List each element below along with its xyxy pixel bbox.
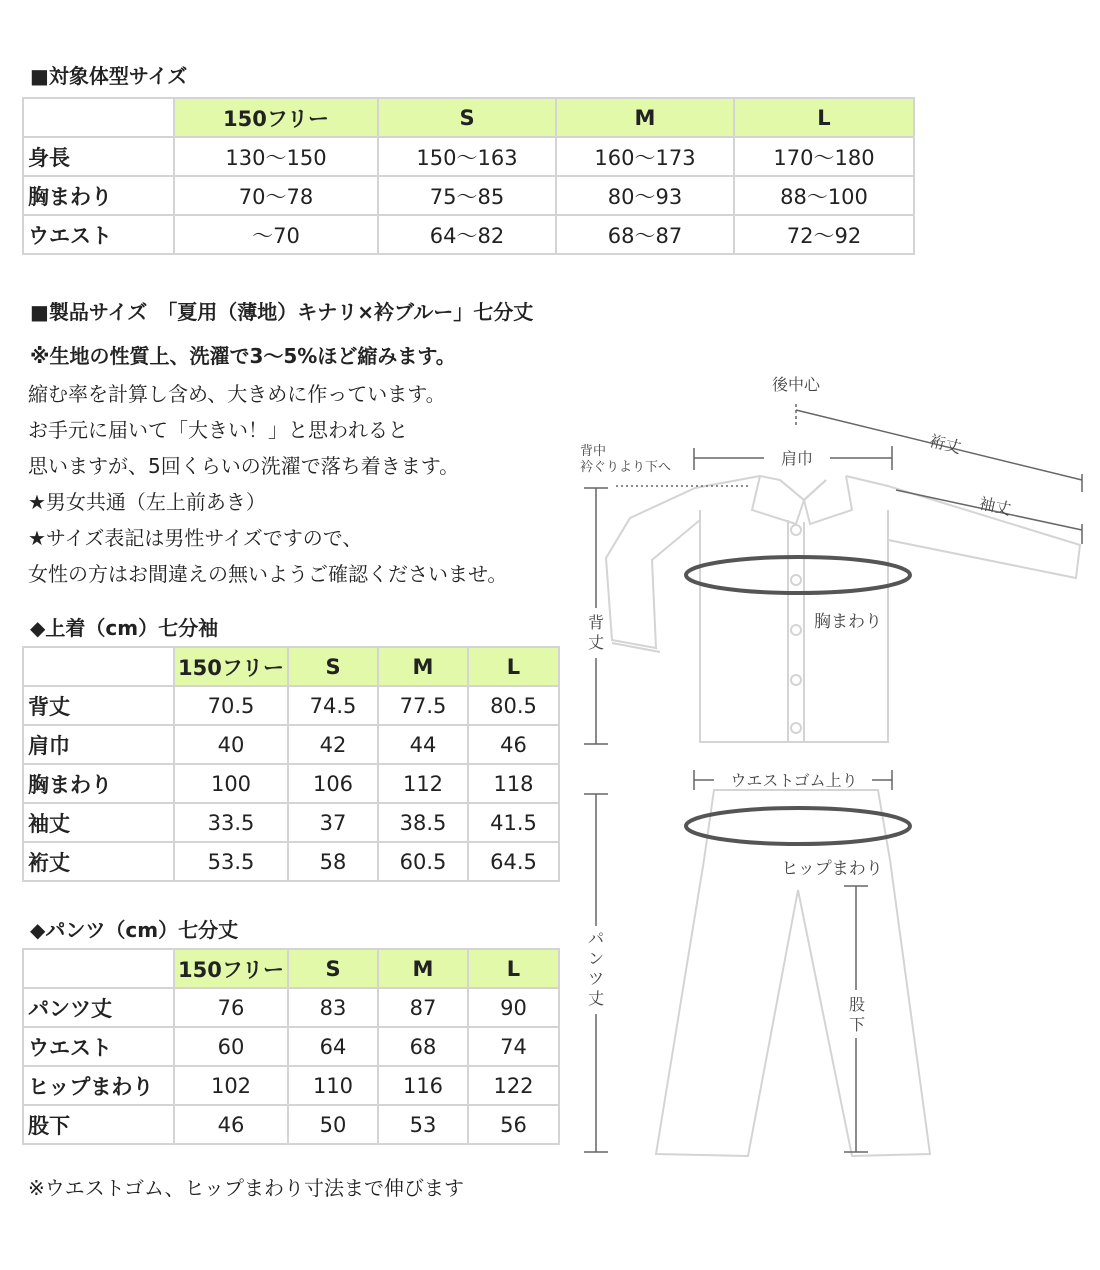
table-cell: 38.5 [378, 803, 468, 842]
table-cell: 83 [288, 988, 378, 1027]
table-cell: 46 [468, 725, 559, 764]
row-label: 胸まわり [23, 176, 174, 215]
column-header: L [468, 647, 559, 686]
table-row [23, 686, 559, 725]
table-cell: 46 [174, 1105, 288, 1144]
row-label: ウエスト [23, 1027, 174, 1066]
table-row [23, 988, 559, 1027]
table-cell: 50 [288, 1105, 378, 1144]
shoulder-width-label: 肩巾 [780, 449, 814, 468]
chest-label: 胸まわり [814, 612, 882, 632]
shrink-note: ※生地の性質上、洗濯で3～5%ほど縮みます。 [30, 344, 456, 368]
table-cell: 68 [378, 1027, 468, 1066]
table-row [23, 1105, 559, 1144]
note-line: 縮む率を計算し含め、大きめに作っています。 [28, 382, 446, 406]
table-row [23, 803, 559, 842]
table-header-row [23, 647, 559, 686]
row-label: 袖丈 [23, 803, 174, 842]
table-row [23, 137, 914, 176]
back-length-label: 丈 [587, 633, 605, 652]
table-row [23, 842, 559, 881]
table-cell: 64～82 [378, 215, 556, 254]
column-header: M [378, 647, 468, 686]
inseam-label: 下 [848, 1015, 866, 1034]
footer-note: ※ウエストゴム、ヒップまわり寸法まで伸びます [28, 1176, 464, 1200]
column-header: L [468, 949, 559, 988]
table-row [23, 725, 559, 764]
table-row [23, 215, 914, 254]
table-cell: 60 [174, 1027, 288, 1066]
table-cell: 77.5 [378, 686, 468, 725]
target-size-table [22, 97, 915, 255]
table-cell: 112 [378, 764, 468, 803]
waist-gum-label: ウエストゴム上り [730, 771, 858, 790]
sleeve-length-label: 袖丈 [977, 493, 1013, 519]
row-label: ウエスト [23, 215, 174, 254]
table-cell: 116 [378, 1066, 468, 1105]
pants-length-label: ツ [587, 969, 605, 988]
note-line: お手元に届いて「大きい！」と思われると [28, 418, 408, 442]
table-row [23, 764, 559, 803]
product-size-heading: ■製品サイズ 「夏用（薄地）キナリ×衿ブルー」七分丈 [30, 300, 534, 324]
table-cell: 72～92 [734, 215, 914, 254]
table-cell: 33.5 [174, 803, 288, 842]
table-cell: 122 [468, 1066, 559, 1105]
table-cell: 70～78 [174, 176, 378, 215]
table-cell: 150～163 [378, 137, 556, 176]
column-header: 150フリー [174, 949, 288, 988]
row-label: 股下 [23, 1105, 174, 1144]
row-label: パンツ丈 [23, 988, 174, 1027]
top-table-heading: ◆上着（cm）七分袖 [30, 616, 219, 640]
neck-label: 背中 [580, 444, 607, 459]
neck-label: 衿ぐりより下へ [580, 460, 672, 475]
table-cell: 80.5 [468, 686, 559, 725]
hip-label: ヒップまわり [781, 859, 883, 879]
back-center-label: 後中心 [771, 375, 821, 394]
table-cell: 70.5 [174, 686, 288, 725]
note-line: 女性の方はお間違えの無いようご確認くださいませ。 [28, 562, 508, 586]
table-cell: 68～87 [556, 215, 734, 254]
table-cell: 110 [288, 1066, 378, 1105]
table-row [23, 176, 914, 215]
column-header: S [288, 647, 378, 686]
note-line: ★サイズ表記は男性サイズですので、 [28, 526, 363, 550]
table-cell: 160～173 [556, 137, 734, 176]
table-cell: 76 [174, 988, 288, 1027]
pants-length-label: 丈 [587, 989, 605, 1008]
column-header: L [734, 98, 914, 137]
table-corner-cell [23, 98, 174, 137]
pants-length-label: パ [587, 929, 605, 948]
inseam-label: 股 [848, 995, 866, 1014]
note-line: ★男女共通（左上前あき） [28, 490, 266, 514]
pants-length-label: ン [587, 949, 605, 968]
table-header-row [23, 98, 914, 137]
table-cell: 74 [468, 1027, 559, 1066]
table-cell: 88～100 [734, 176, 914, 215]
table-cell: 44 [378, 725, 468, 764]
target-size-heading: ■対象体型サイズ [30, 64, 188, 88]
column-header: S [288, 949, 378, 988]
row-label: 身長 [23, 137, 174, 176]
table-cell: 58 [288, 842, 378, 881]
table-cell: 102 [174, 1066, 288, 1105]
table-row [23, 1066, 559, 1105]
pants-size-table [22, 948, 560, 1145]
column-header: 150フリー [174, 647, 288, 686]
yuki-length-label: 裄丈 [927, 431, 964, 458]
row-label: 裄丈 [23, 842, 174, 881]
table-cell: 74.5 [288, 686, 378, 725]
table-cell: 64.5 [468, 842, 559, 881]
hip-ellipse [686, 808, 910, 844]
table-cell: 64 [288, 1027, 378, 1066]
row-label: 背丈 [23, 686, 174, 725]
pants-table-heading: ◆パンツ（cm）七分丈 [30, 918, 239, 942]
note-line: 思いますが、5回くらいの洗濯で落ち着きます。 [28, 454, 460, 478]
table-cell: 170～180 [734, 137, 914, 176]
table-cell: ～70 [174, 215, 378, 254]
table-cell: 53 [378, 1105, 468, 1144]
row-label: 胸まわり [23, 764, 174, 803]
table-cell: 106 [288, 764, 378, 803]
row-label: 肩巾 [23, 725, 174, 764]
table-cell: 90 [468, 988, 559, 1027]
table-row [23, 1027, 559, 1066]
top-size-table [22, 646, 560, 882]
table-cell: 60.5 [378, 842, 468, 881]
column-header: M [556, 98, 734, 137]
column-header: S [378, 98, 556, 137]
table-cell: 118 [468, 764, 559, 803]
column-header: M [378, 949, 468, 988]
column-header: 150フリー [174, 98, 378, 137]
table-cell: 87 [378, 988, 468, 1027]
table-cell: 37 [288, 803, 378, 842]
table-cell: 130～150 [174, 137, 378, 176]
garment-diagram [560, 360, 1100, 1180]
table-cell: 41.5 [468, 803, 559, 842]
table-corner-cell [23, 647, 174, 686]
table-cell: 56 [468, 1105, 559, 1144]
row-label: ヒップまわり [23, 1066, 174, 1105]
table-cell: 80～93 [556, 176, 734, 215]
table-corner-cell [23, 949, 174, 988]
table-header-row [23, 949, 559, 988]
table-cell: 42 [288, 725, 378, 764]
back-length-label: 背 [587, 613, 605, 632]
table-cell: 53.5 [174, 842, 288, 881]
table-cell: 100 [174, 764, 288, 803]
table-cell: 40 [174, 725, 288, 764]
table-cell: 75～85 [378, 176, 556, 215]
